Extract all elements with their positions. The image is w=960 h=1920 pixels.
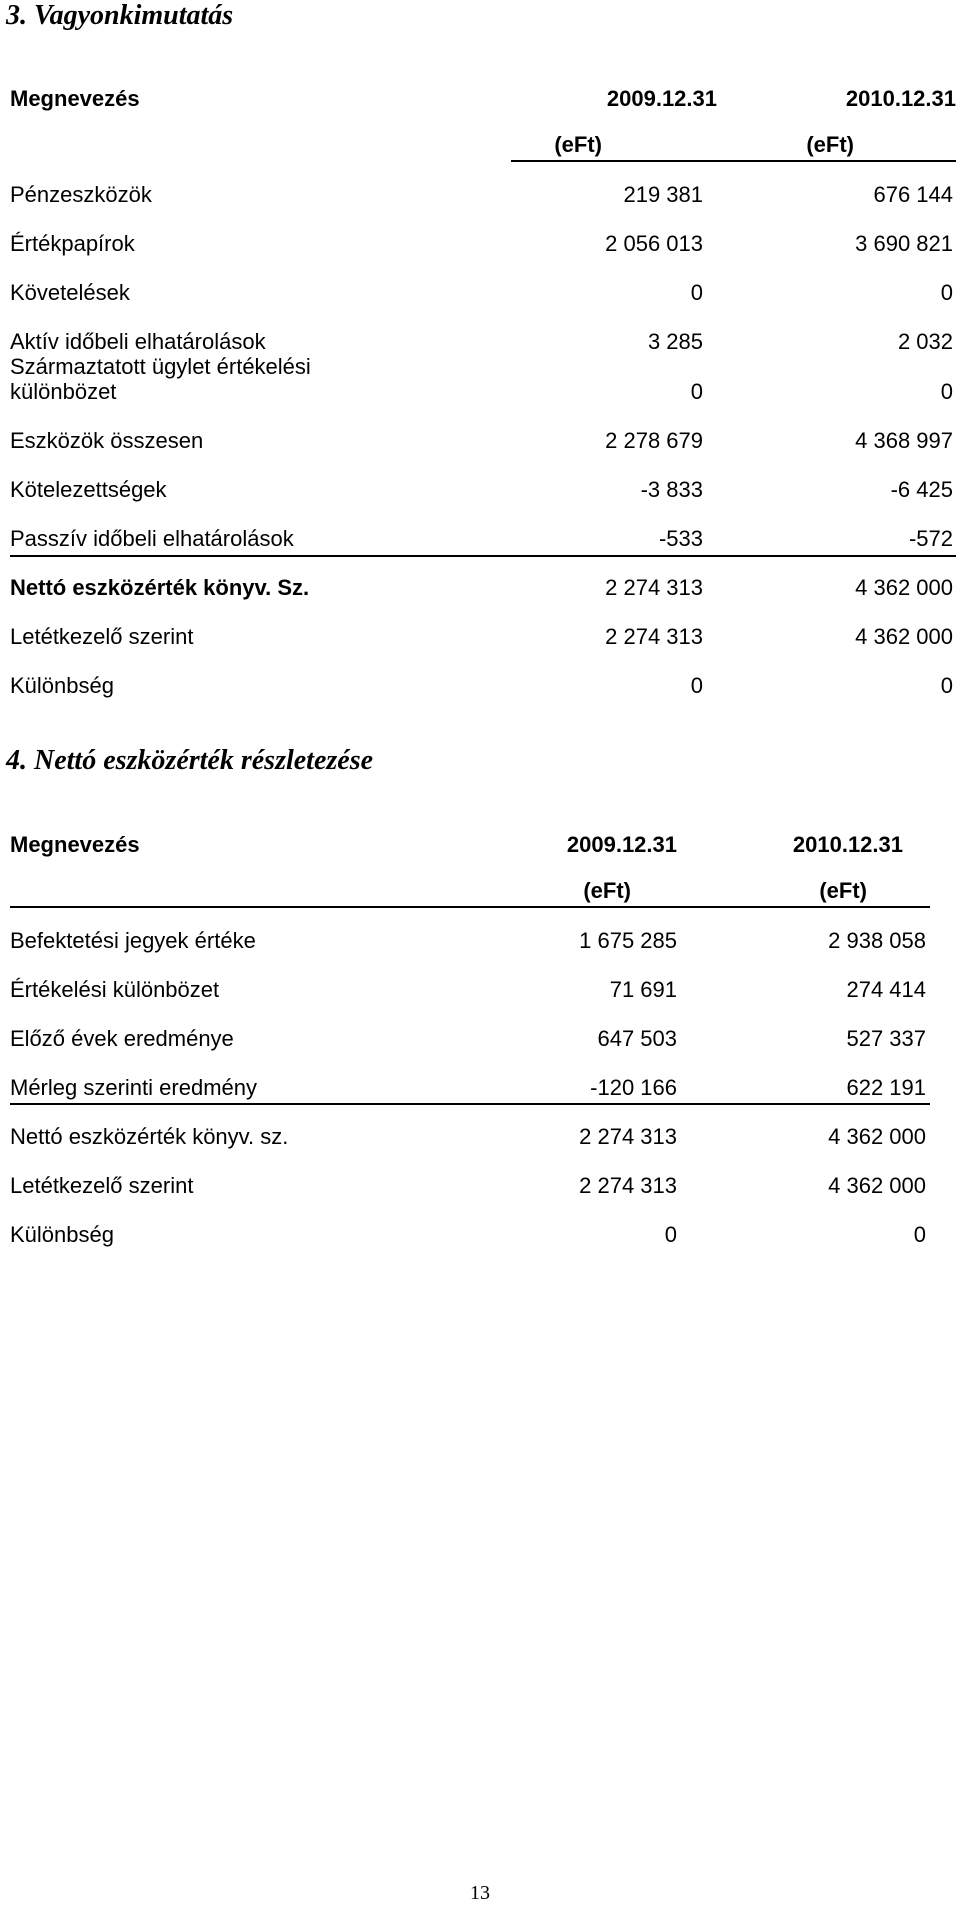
row-label: Értékpapírok	[10, 231, 135, 256]
row-value-2010: 0	[913, 1222, 926, 1247]
row-value-2010: 0	[940, 673, 953, 698]
header-col-2010: 2010.12.31	[845, 86, 956, 111]
row-label: Követelések	[10, 280, 130, 305]
row-label: Letétkezelő szerint	[10, 624, 194, 649]
row-value-2009: 2 274 313	[605, 575, 703, 600]
row-value-2010: 3 690 821	[855, 231, 953, 256]
page-number: 13	[470, 1882, 490, 1904]
row-value-2010: 4 368 997	[855, 428, 953, 453]
row-value-2009: 3 285	[647, 329, 703, 354]
unit-col-2010: (eFt)	[806, 132, 854, 157]
row-label: Aktív időbeli elhatárolások	[10, 329, 266, 354]
row-label: Letétkezelő szerint	[10, 1173, 194, 1198]
row-value-2009: 2 274 313	[605, 624, 703, 649]
row-value-2010: 2 938 058	[828, 928, 926, 953]
row-label: Különbség	[10, 1222, 114, 1247]
row-label: Kötelezettségek	[10, 477, 167, 502]
row-value-2010: 0	[940, 379, 953, 404]
row-label: Nettó eszközérték könyv. Sz.	[10, 575, 310, 600]
row-value-2010: 622 191	[846, 1075, 926, 1100]
row-value-2009: 2 274 313	[579, 1173, 677, 1198]
unit-col-2009: (eFt)	[554, 132, 602, 157]
row-value-2010: -6 425	[890, 477, 953, 502]
row-value-2009: 71 691	[609, 977, 677, 1002]
row-label: Értékelési különbözet	[10, 977, 220, 1002]
row-label: Eszközök összesen	[10, 428, 204, 453]
row-value-2009: -533	[658, 526, 703, 551]
row-value-2009: 2 056 013	[605, 231, 703, 256]
header-name: Megnevezés	[10, 832, 140, 857]
header-col-2010: 2010.12.31	[792, 832, 903, 857]
header-col-2009: 2009.12.31	[566, 832, 677, 857]
row-value-2009: -120 166	[590, 1075, 677, 1100]
unit-col-2010: (eFt)	[819, 878, 867, 903]
row-value-2009: 647 503	[597, 1026, 677, 1051]
row-value-2009: 0	[664, 1222, 677, 1247]
row-value-2009: 2 274 313	[579, 1124, 677, 1149]
row-value-2010: 274 414	[846, 977, 926, 1002]
row-label: Előző évek eredménye	[10, 1026, 234, 1051]
section-title-vagyonkimutatas: 3. Vagyonkimutatás	[6, 0, 234, 31]
row-value-2010: 4 362 000	[828, 1173, 926, 1198]
row-value-2009: 1 675 285	[579, 928, 677, 953]
row-value-2010: 4 362 000	[828, 1124, 926, 1149]
row-value-2010: 4 362 000	[855, 575, 953, 600]
row-value-2010: 4 362 000	[855, 624, 953, 649]
row-label: Származtatott ügylet értékelési	[10, 354, 311, 379]
row-label: Befektetési jegyek értéke	[10, 928, 256, 953]
unit-col-2009: (eFt)	[583, 878, 631, 903]
header-col-2009: 2009.12.31	[606, 86, 717, 111]
row-label-continued: különbözet	[10, 379, 117, 404]
row-value-2010: 2 032	[897, 329, 953, 354]
row-value-2010: 676 144	[873, 182, 953, 207]
row-label: Különbség	[10, 673, 114, 698]
row-value-2010: 527 337	[846, 1026, 926, 1051]
row-value-2009: 2 278 679	[605, 428, 703, 453]
header-divider	[511, 160, 956, 162]
total-divider	[10, 555, 956, 557]
row-label: Mérleg szerinti eredmény	[10, 1075, 257, 1100]
row-label: Passzív időbeli elhatárolások	[10, 526, 294, 551]
section-title-netto-eszkozertek: 4. Nettó eszközérték részletezése	[6, 745, 374, 776]
header-name: Megnevezés	[10, 86, 140, 111]
row-label: Nettó eszközérték könyv. sz.	[10, 1124, 289, 1149]
row-value-2009: 0	[690, 673, 703, 698]
total-divider	[10, 1103, 930, 1105]
row-value-2010: 0	[940, 280, 953, 305]
row-value-2009: -3 833	[640, 477, 703, 502]
row-label: Pénzeszközök	[10, 182, 152, 207]
header-divider	[10, 906, 930, 908]
row-value-2009: 0	[690, 280, 703, 305]
row-value-2009: 219 381	[623, 182, 703, 207]
row-value-2009: 0	[690, 379, 703, 404]
row-value-2010: -572	[908, 526, 953, 551]
